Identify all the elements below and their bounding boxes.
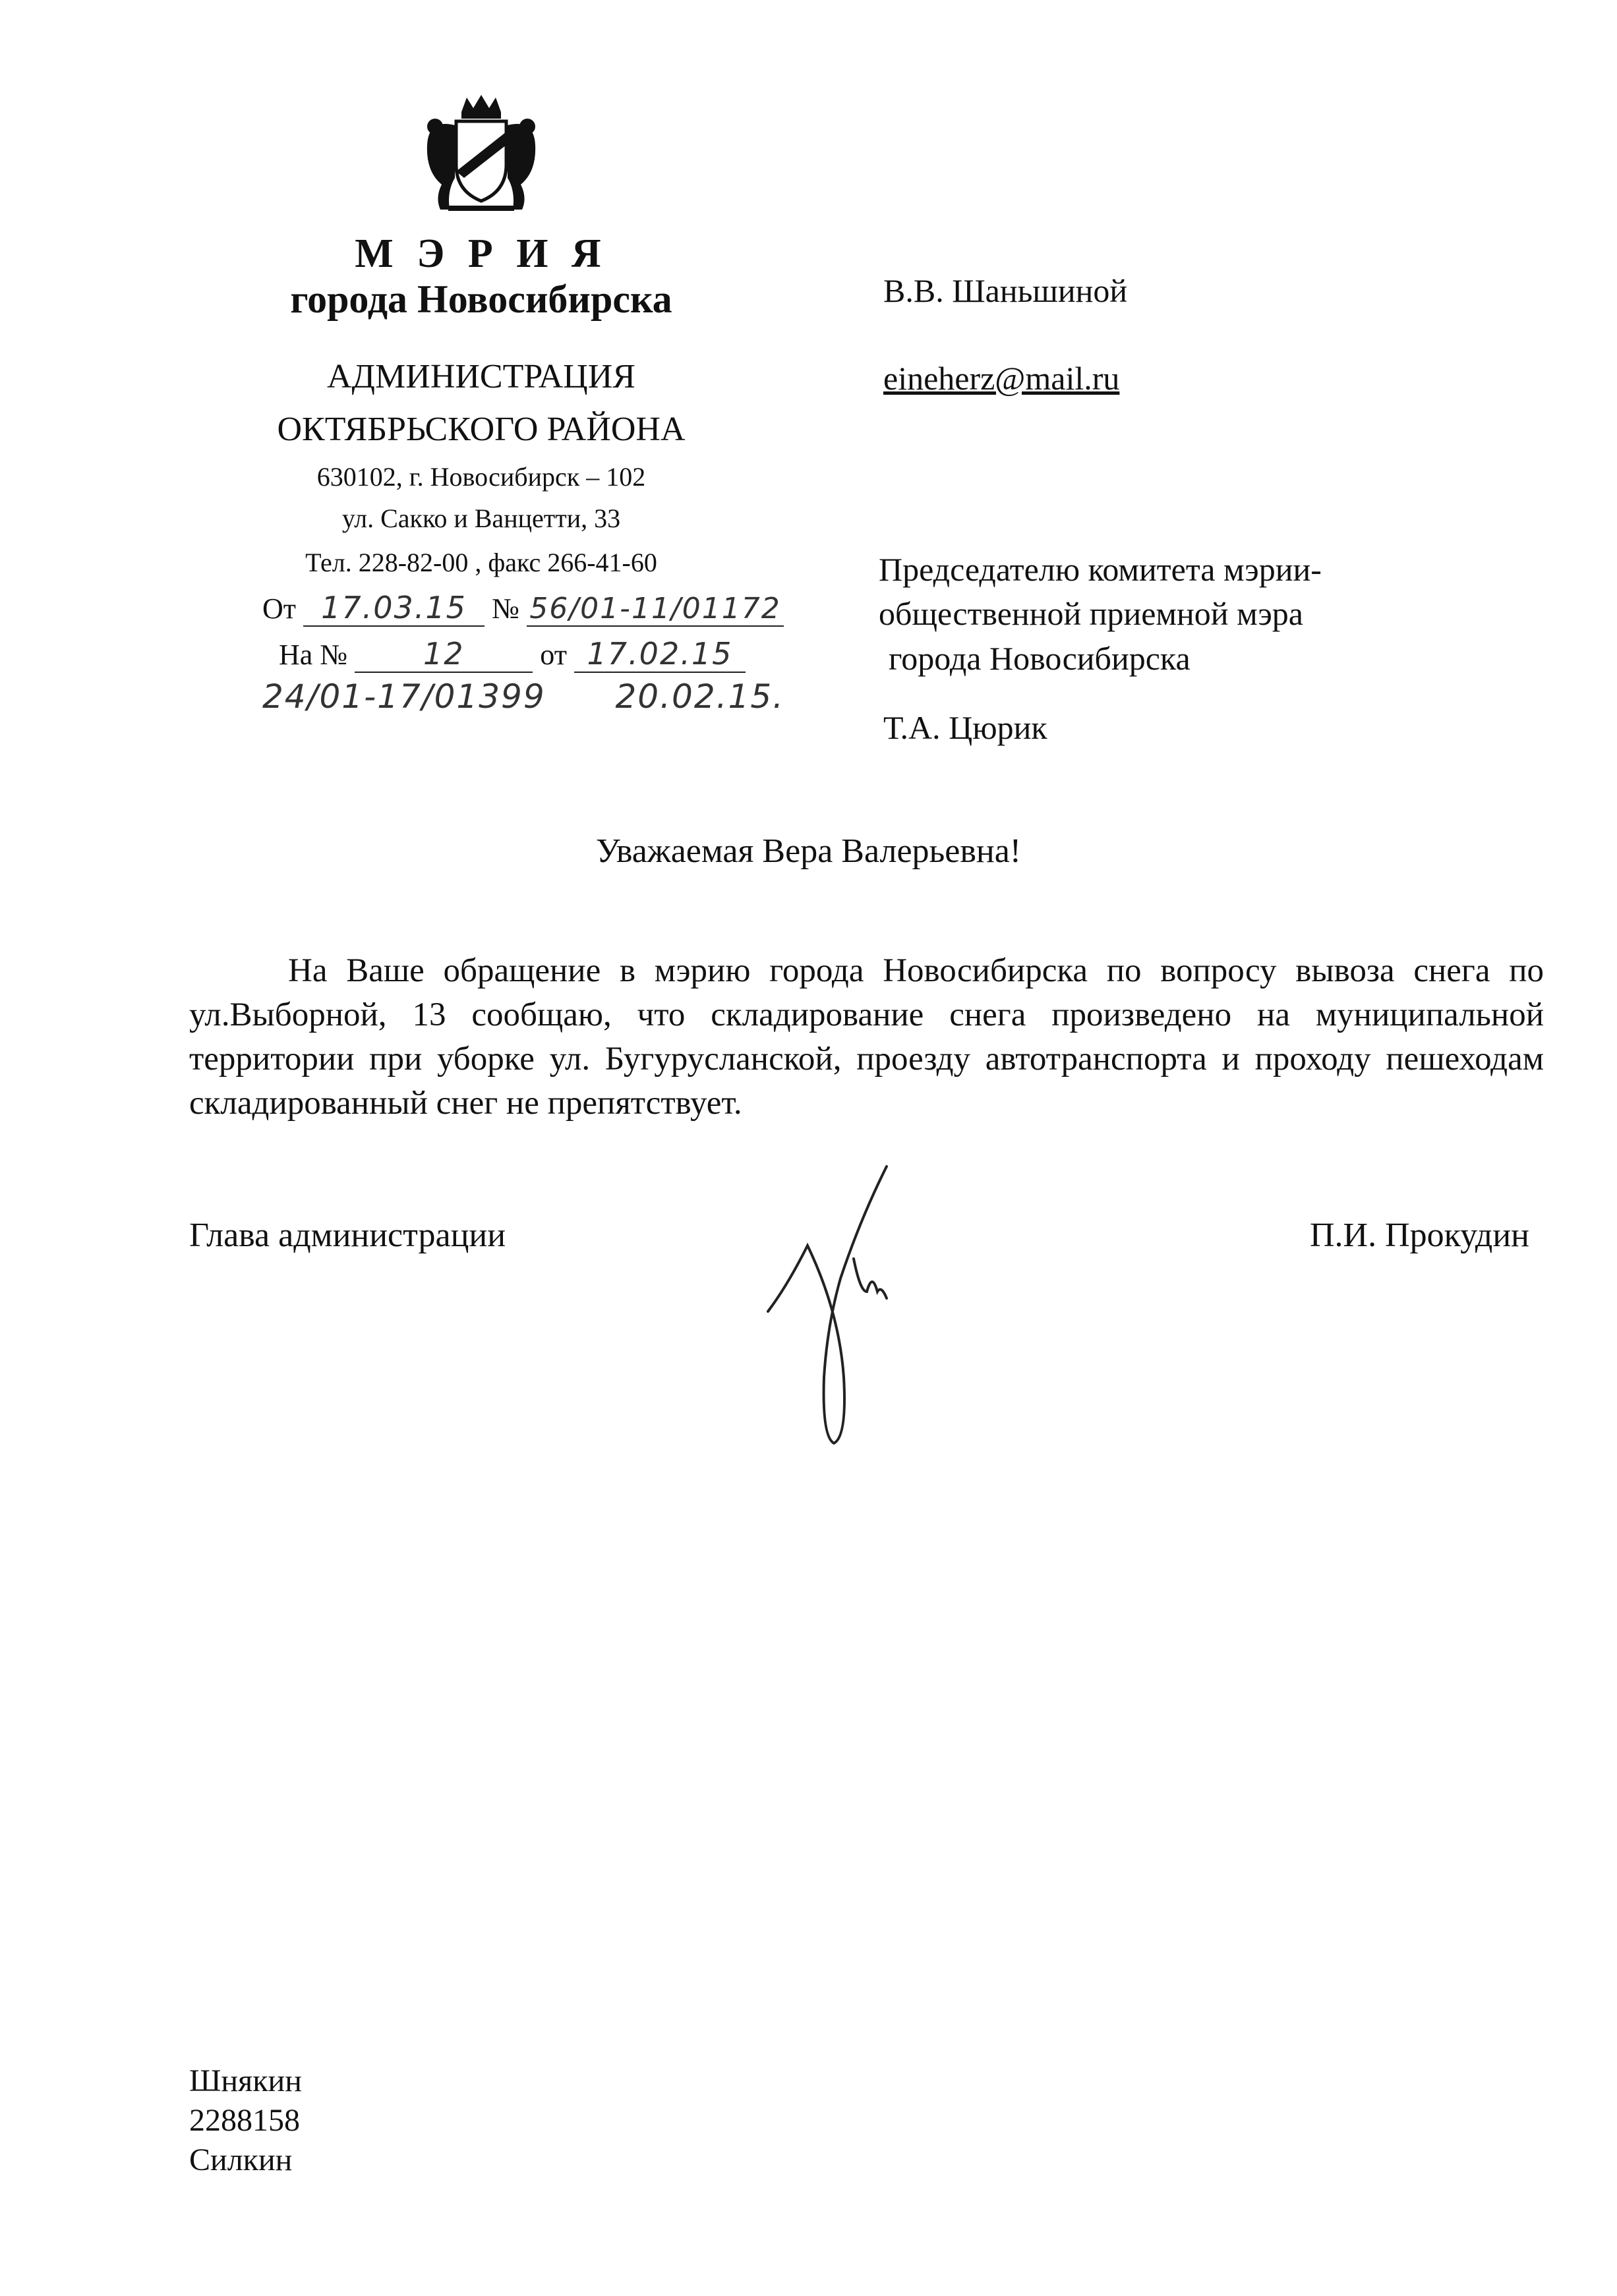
footer-phone: 2288158	[189, 2103, 300, 2138]
outgoing-ref-line	[262, 590, 784, 627]
letterhead-admin-line2: ОКТЯБРЬСКОГО РАЙОНА	[277, 411, 686, 448]
ref-date: 17.02.15	[574, 636, 746, 673]
outgoing-number: 56/01-11/01172	[527, 592, 784, 627]
copy-recipient-line1: Председателю комитета мэрии-	[879, 551, 1322, 588]
extra-ref-number: 24/01-17/01399	[262, 677, 546, 716]
incoming-ref-line	[279, 636, 746, 673]
ref-label: На №	[279, 639, 348, 671]
recipient-email-link[interactable]: eineherz@mail.ru	[883, 360, 1120, 397]
copy-recipient-line3: города Новосибирска	[889, 640, 1191, 677]
from-date: 17.03.15	[303, 590, 485, 627]
handwritten-extra-ref	[262, 677, 784, 716]
letterhead-city: города Новосибирска	[290, 277, 672, 321]
extra-ref-date: 20.02.15.	[615, 677, 785, 716]
letter-body: На Ваше обращение в мэрию города Новосибирска по вопросу вывоза снега по ул.Выборной, 13 сообщаю, что складирование снега произведено на муниципальной территории при уборке ул. Бугурусланской, проезду автотранспорта и проходу пешеходам складированный снег не препятствует.	[189, 952, 1544, 1122]
ref-number: 12	[355, 636, 533, 673]
city-coat-of-arms-emblem	[409, 92, 554, 217]
from-label: От	[262, 592, 297, 625]
footer-executor: Шнякин	[189, 2063, 302, 2098]
letterhead-phone: Тел. 228-82-00 , факс 266-41-60	[305, 548, 657, 577]
letterhead-title: М Э Р И Я	[355, 231, 608, 276]
copy-recipient-name: Т.А. Цюрик	[883, 709, 1047, 746]
letterhead-address-line1: 630102, г. Новосибирск – 102	[316, 462, 646, 492]
letterhead-admin-line1: АДМИНИСТРАЦИЯ	[327, 358, 635, 395]
footer-second-name: Силкин	[189, 2142, 293, 2177]
ref-from-label: от	[540, 639, 567, 671]
signoff-name: П.И. Прокудин	[1309, 1217, 1529, 1254]
recipient-name: В.В. Шаньшиной	[883, 272, 1128, 309]
number-label: №	[492, 592, 519, 625]
copy-recipient-line2: общественной приемной мэра	[879, 595, 1303, 632]
handwritten-signature	[761, 1160, 920, 1450]
letterhead-address-line2: ул. Сакко и Ванцетти, 33	[341, 503, 621, 533]
signoff-position: Глава администрации	[189, 1217, 506, 1254]
salutation: Уважаемая Вера Валерьевна!	[595, 832, 1022, 870]
